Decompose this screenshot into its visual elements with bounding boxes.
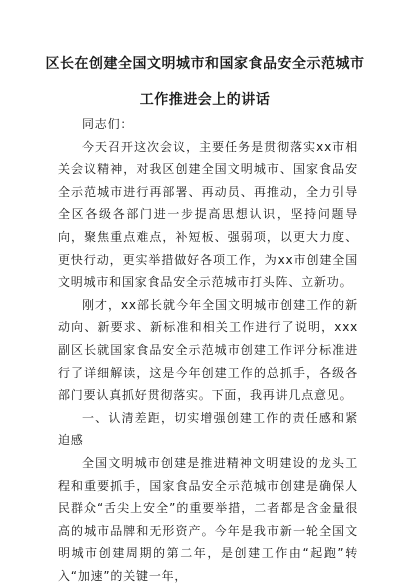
- body-paragraph: 今天召开这次会议，主要任务是贯彻落实xx市相关会议精神，对我区创建全国文明城市、国家食品安全示范城市进行再部署、再动员、再推动，全力引导全区各级各部门进一步提高思想认识，坚持问题导向，聚焦重点难点，补短板、强弱项，以更大力度、更快行动，更实举措做好各项工作，为xx市创建全国文明城市和国家食品安全示范城市打头阵、立新功。: [58, 139, 358, 290]
- section-heading: 一、认清差距，切实增强创建工作的责任感和紧迫感: [58, 410, 358, 448]
- document-body: [58, 113, 358, 587]
- body-paragraph: 刚才，xx部长就今年全国文明城市创建工作的新动向、新要求、新标准和相关工作进行了说明，xxx副区长就国家食品安全示范城市创建工作评分标准进行了详细解读，这是今年创建工作的总抓手，各级各部门要认真抓好贯彻落实。下面，我再讲几点意见。: [58, 297, 358, 403]
- document-title: 区长在创建全国文明城市和国家食品安全示范城市工作推进会上的讲话: [45, 56, 365, 108]
- greeting-line: 同志们：: [82, 117, 134, 131]
- body-paragraph: 全国文明城市创建是推进精神文明建设的龙头工程和重要抓手，国家食品安全示范城市创建是确保人民群众“舌尖上安全”的重要举措，二者都是含金量很高的城市品牌和无形资产。今年是我市新一轮全国文明城市创建周期的第二年，是创建工作由“起跑”转入“加速”的关键一年，: [58, 455, 358, 583]
